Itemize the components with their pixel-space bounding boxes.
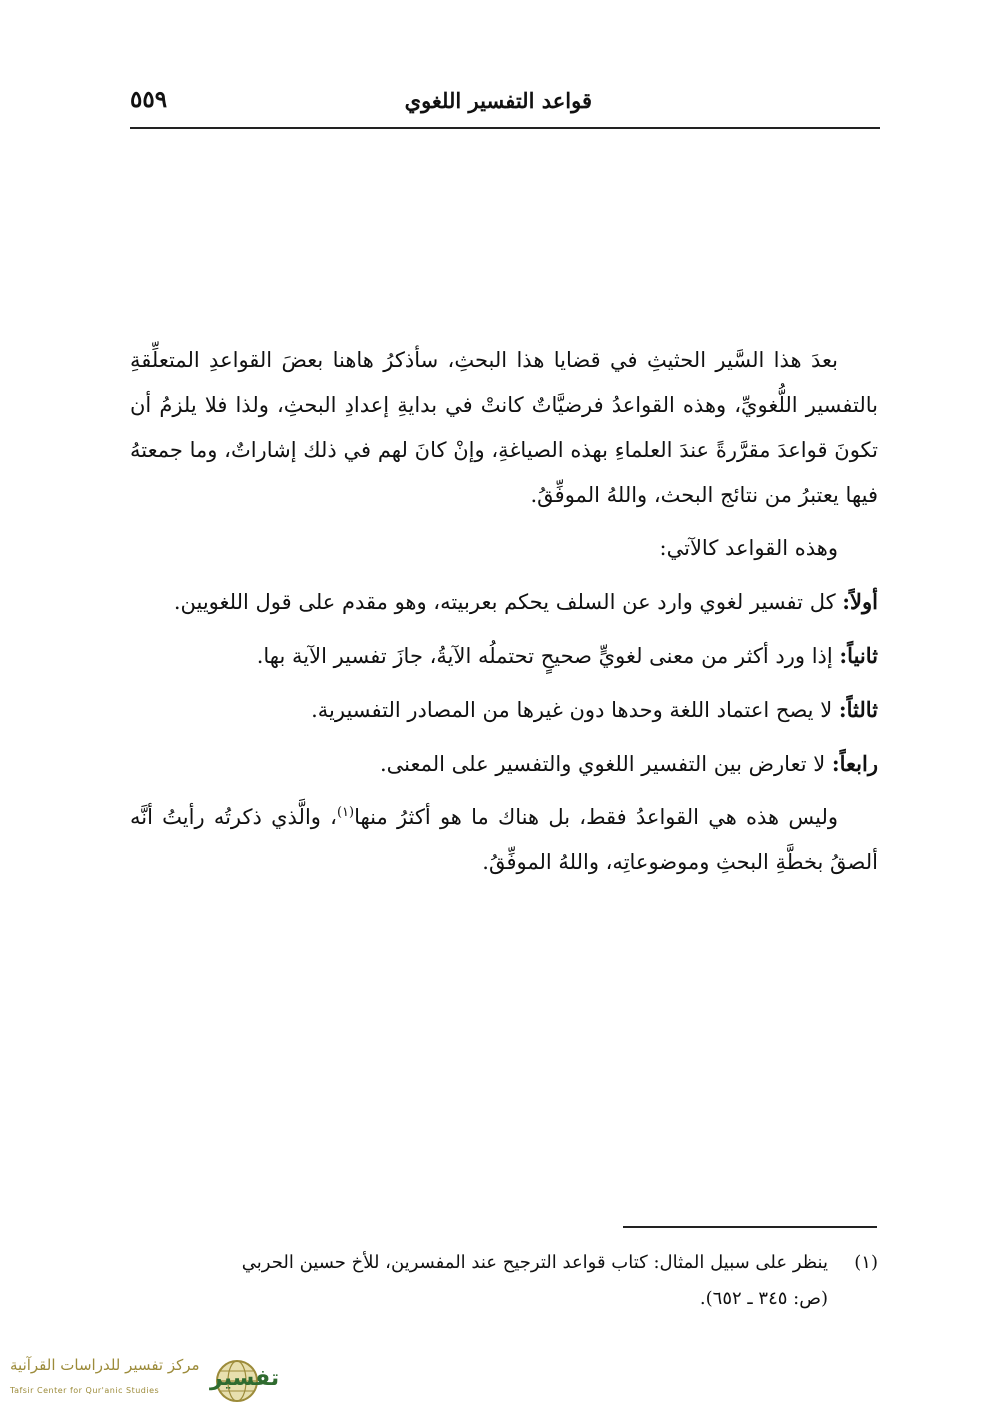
rule-label: ثانياً: [839,643,878,668]
intro-paragraph: بعدَ هذا السَّير الحثيثِ في قضايا هذا البحثِ، سأذكرُ هاهنا بعضَ القواعدِ المتعلِّقةِ بالتفسير اللُّغويِّ، وهذه القواعدُ فرضيَّاتٌ كانتْ في بدايةِ إعدادِ البحثِ، ولذا فلا يلزمُ أن تكونَ قواعدَ مقرَّرةً عندَ العلماءِ بهذه الصياغةِ، وإنْ كانَ لهم في ذلك إشاراتٌ، وما جمعتهُ فيها يعتبرُ من نتائج البحث، واللهُ الموفِّقُ. [130,348,878,507]
lead-in-paragraph: وهذه القواعد كالآتي: [659,536,838,560]
logo-english-name: Tafsir Center for Qur'anic Studies [10,1386,160,1395]
closing-text-start: وليس هذه هي القواعدُ فقط، بل هناك ما هو أكثرُ منها [354,805,838,829]
footnote-rule [623,1226,877,1228]
footnote-continuation: (ص: ٣٤٥ ـ ٦٥٢). [699,1288,828,1309]
footnote-reference[interactable]: (١) [336,805,355,820]
logo-wordmark: تفسير [210,1366,280,1391]
main-text [130,338,878,893]
rule-item-4 [130,741,878,787]
closing-paragraph [130,795,878,885]
footnote-number: (١) [854,1252,878,1273]
rule-item-2 [130,633,878,679]
rule-label: رابعاً: [831,751,878,776]
closing-text-end: ، والَّذي ذكرتُه رأيتُ أنَّه ألصقُ بخطَّةِ البحثِ وموضوعاتِه، واللهُ الموفِّقُ. [130,805,878,874]
rule-text: كل تفسير لغوي وارد عن السلف يحكم بعربيته، وهو مقدم على قول اللغويين. [173,590,843,614]
footnote [130,1245,878,1317]
running-title: قواعد التفسير اللغوي [404,88,592,113]
page-number: ٥٥٩ [130,86,168,113]
rule-text: إذا ورد أكثر من معنى لغويٍّ صحيحٍ تحتملُه الآيةُ، جازَ تفسير الآية بها. [256,644,840,668]
rule-text: لا تعارض بين التفسير اللغوي والتفسير على المعنى. [379,752,832,776]
footnote-line [130,1245,878,1281]
logo-arabic-name: مركز تفسير للدراسات القرآنية [10,1356,200,1374]
rule-item-1 [130,579,878,625]
rule-label: أولاً: [842,589,878,614]
rule-text: لا يصح اعتماد اللغة وحدها دون غيرها من المصادر التفسيرية. [311,698,839,722]
footnote-text: ينظر على سبيل المثال: كتاب قواعد الترجيح عند المفسرين، للأخ حسين الحربي [241,1252,828,1273]
running-header [130,84,880,128]
publisher-logo [2,1352,280,1412]
rule-item-3 [130,687,878,733]
header-rule [130,127,880,129]
rule-label: ثالثاً: [838,697,878,722]
